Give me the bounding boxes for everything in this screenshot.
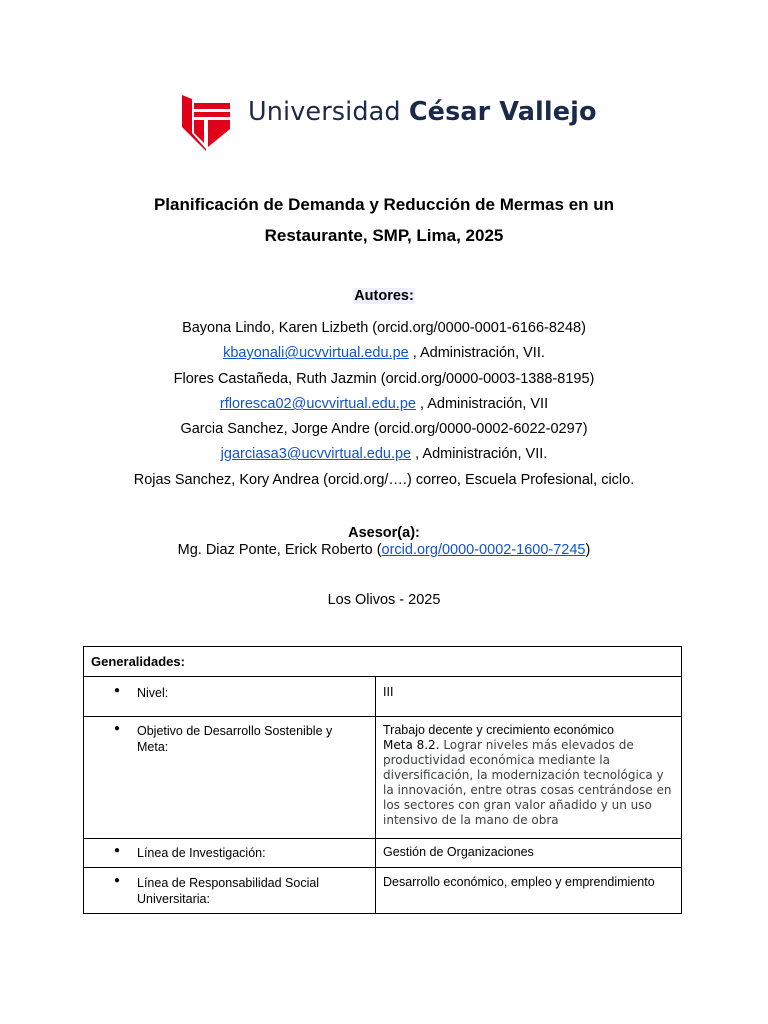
table-row (84, 717, 682, 839)
bullet-icon: ● (114, 685, 121, 696)
meta-description (383, 738, 673, 828)
row-label-cell (84, 677, 376, 717)
author-2-info: , Administración, VII (415, 396, 549, 412)
linea-investigacion-value: Gestión de Organizaciones (383, 845, 534, 859)
linea-rsu-label: Línea de Responsabilidad Social Universitaria: (137, 876, 320, 906)
table-row (84, 839, 682, 868)
authors-heading-text: Autores: (354, 288, 414, 304)
table-header-row (84, 647, 682, 677)
row-value-cell (376, 839, 682, 868)
author-3-contact (0, 446, 768, 462)
bullet-icon: ● (114, 723, 121, 734)
linea-rsu-value: Desarrollo económico, empleo y emprendimiento (383, 875, 655, 889)
table-header: Generalidades: (84, 647, 682, 677)
row-label-cell (84, 839, 376, 868)
author-1-name: Bayona Lindo, Karen Lizbeth (orcid.org/0000-0001-6166-8248) (182, 320, 586, 336)
author-1-email-link[interactable]: kbayonali@ucvvirtual.edu.pe (223, 345, 409, 361)
nivel-label: Nivel: (137, 686, 169, 700)
bullet-icon: ● (114, 845, 121, 856)
advisor-line (0, 542, 768, 558)
author-4-line: Rojas Sanchez, Kory Andrea (orcid.org/….) correo, Escuela Profesional, ciclo. (133, 472, 635, 488)
university-name-light: Universidad (248, 97, 409, 127)
ucv-shield-icon (182, 95, 232, 151)
author-3-name: Garcia Sanchez, Jorge Andre (orcid.org/0000-0002-6022-0297) (180, 421, 588, 437)
row-value-cell (376, 717, 682, 839)
table-row (84, 868, 682, 914)
advisor-name: Mg. Diaz Ponte, Erick Roberto ( (177, 542, 382, 558)
bullet-icon: ● (114, 875, 121, 886)
author-2-email-link[interactable]: rfloresca02@ucvvirtual.edu.pe (219, 396, 416, 412)
document-title-line1: Planificación de Demanda y Reducción de Mermas en un (153, 195, 615, 214)
author-3-info: , Administración, VII. (411, 446, 548, 462)
university-logo (182, 95, 602, 151)
document-title-line2: Restaurante, SMP, Lima, 2025 (264, 226, 504, 245)
advisor-heading: Asesor(a): (348, 525, 420, 541)
advisor-orcid-link[interactable]: orcid.org/0000-0002-1600-7245 (381, 542, 586, 558)
author-1-info: , Administración, VII. (408, 345, 545, 361)
author-2-name: Flores Castañeda, Ruth Jazmin (orcid.org/0000-0003-1388-8195) (173, 371, 595, 387)
table-row (84, 677, 682, 717)
advisor-suffix: ) (585, 542, 591, 558)
university-name (248, 97, 597, 127)
row-value-cell (376, 868, 682, 914)
generalities-table (83, 646, 682, 914)
row-value-cell (376, 677, 682, 717)
place-date: Los Olivos - 2025 (327, 592, 441, 608)
ods-value: Trabajo decente y crecimiento económico (383, 723, 614, 737)
meta-text: Lograr niveles más elevados de productividad económica mediante la diversificación, la modernización tecnológica y la innovación, entre otras cosas centrándose en los sectores con gran valor añadido y un uso intensivo de la mano de obra (383, 738, 672, 827)
row-label-cell (84, 717, 376, 839)
university-name-bold: César Vallejo (408, 97, 597, 127)
ods-label: Objetivo de Desarrollo Sostenible y Meta: (137, 724, 333, 754)
author-3-email-link[interactable]: jgarciasa3@ucvvirtual.edu.pe (220, 446, 412, 462)
linea-investigacion-label: Línea de Investigación: (137, 846, 266, 860)
row-label-cell (84, 868, 376, 914)
nivel-value: III (383, 685, 394, 699)
meta-label: Meta 8.2. (383, 738, 440, 752)
author-2-contact (0, 396, 768, 412)
author-1-contact (0, 345, 768, 361)
authors-heading (0, 288, 768, 304)
